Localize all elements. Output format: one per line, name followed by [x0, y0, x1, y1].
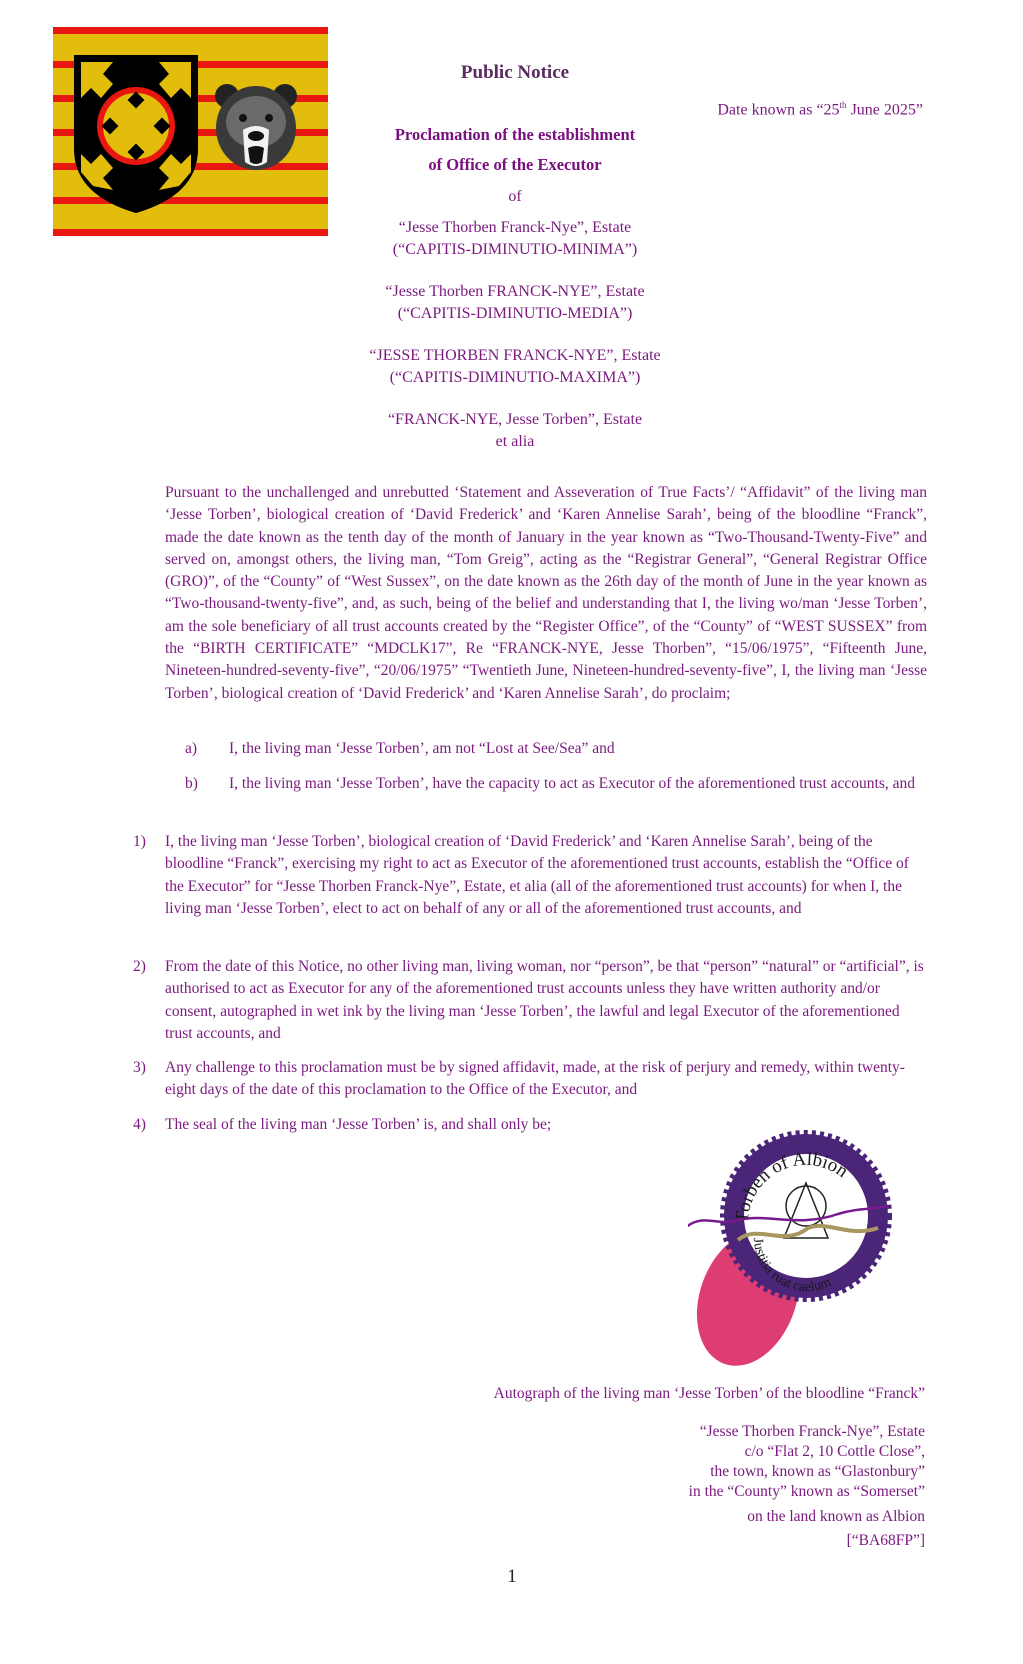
numbered-item-text: Any challenge to this proclamation must be by signed affidavit, made, at the risk of perjury and remedy, within twenty-eight days of the date of this proclamation to the Office of the Executor, and — [165, 1059, 905, 1099]
estate-block — [340, 345, 690, 389]
estate-status: (“CAPITIS-DIMINUTIO-MAXIMA”) — [389, 369, 641, 386]
page-number: 1 — [507, 1566, 517, 1587]
svg-text:Torben of Albion: Torben of Albion — [731, 1148, 852, 1224]
sub-item-text: I, the living man ‘Jesse Torben’, have the capacity to act as Executor of the aforementioned trust accounts, and — [229, 775, 915, 792]
address-line: “Jesse Thorben Franck-Nye”, Estate — [699, 1423, 925, 1440]
numbered-item-label: 2) — [133, 958, 146, 975]
sub-item-label: a) — [185, 740, 198, 757]
numbered-item — [133, 1057, 927, 1102]
coat-of-arms-flag — [53, 27, 328, 236]
shield-icon — [73, 54, 199, 214]
numbered-item — [133, 956, 927, 1045]
numbered-item-text: The seal of the living man ‘Jesse Torben’ is, and shall only be; — [165, 1116, 552, 1133]
page-title: Public Notice — [460, 62, 570, 83]
estate-status: (“CAPITIS-DIMINUTIO-MINIMA”) — [392, 241, 638, 258]
date-ordinal: th — [839, 100, 847, 110]
sub-item — [185, 738, 925, 760]
estate-name: “JESSE THORBEN FRANCK-NYE”, Estate — [369, 347, 661, 364]
of-label: of — [508, 188, 522, 205]
estate-name: “Jesse Thorben Franck-Nye”, Estate — [398, 219, 632, 236]
notice-date — [717, 100, 923, 119]
land-line: on the land known as Albion — [747, 1508, 925, 1525]
estate-block — [340, 409, 690, 453]
address-line: in the “County” known as “Somerset” — [688, 1483, 925, 1500]
svg-text:Justitia ruat caelum: Justitia ruat caelum — [749, 1237, 834, 1296]
sub-item — [185, 773, 925, 795]
estate-name: “FRANCK-NYE, Jesse Torben”, Estate — [387, 411, 643, 428]
flag-stripe — [53, 27, 328, 34]
sub-item-text: I, the living man ‘Jesse Torben’, am not “Lost at See/Sea” and — [229, 740, 615, 757]
flag-stripe — [53, 229, 328, 236]
sub-item-label: b) — [185, 775, 198, 792]
proclamation-heading-line2: of Office of the Executor — [428, 155, 602, 174]
estate-name: “Jesse Thorben FRANCK-NYE”, Estate — [385, 283, 645, 300]
estate-block — [340, 217, 690, 261]
estate-block — [340, 281, 690, 325]
numbered-item-label: 3) — [133, 1059, 146, 1076]
date-suffix: June 2025” — [846, 101, 923, 119]
estate-status: et alia — [495, 433, 535, 450]
numbered-item-label: 1) — [133, 833, 146, 850]
numbered-item — [133, 831, 927, 920]
address-block — [689, 1422, 925, 1502]
numbered-item-text: I, the living man ‘Jesse Torben’, biological creation of ‘David Frederick’ and ‘Karen Annelise Sarah’, being of the bloodline “Franck”, exercising my right to act as Executor of the aforementioned trust accounts, establish the “Office of the Executor” for “Jesse Thorben Franck-Nye”, Estate, et alia (all of the aforementioned trust accounts) for when I, the living man ‘Jesse Torben’, elect to act on behalf of any or all of the aforementioned trust accounts, and — [165, 833, 909, 917]
seal-icon — [688, 1128, 903, 1373]
preamble-paragraph: Pursuant to the unchallenged and unrebutted ‘Statement and Asseveration of True Facts’/ “Affidavit” of the living man ‘Jesse Torben’, biological creation of ‘David Frederick’ and ‘Karen Annelise Sarah’, being of the bloodline “Franck”, made the date known as the tenth day of the month of January in the year known as “Two-Thousand-Twenty-Five” and served on, amongst others, the living man, “Tom Greig”, acting as the “Registrar General”, “General Registrar Office (GRO)”, of the “County” of “West Sussex”, on the date known as the 26th day of the month of June in the year known as “Two-thousand-twenty-five”, and, as such, being of the belief and understanding that I, the living wo/man ‘Jesse Torben’, am the sole beneficiary of all trust accounts created by the “Register Office”, of the “County” of “WEST SUSSEX” from the “BIRTH CERTIFICATE” “MDCLK17”, Re “FRANCK-NYE, Jesse Thorben”, “15/06/1975”, “Fifteenth June, Nineteen-hundred-seventy-five”, “20/06/1975” “Twentieth June, Nineteen-hundred-seventy-five”, I, the living man ‘Jesse Torben’, biological creation of ‘David Frederick’ and ‘Karen Annelise Sarah’, do proclaim; — [165, 484, 927, 702]
bear-head-icon — [213, 82, 299, 172]
numbered-item-text: From the date of this Notice, no other living man, living woman, nor “person”, be that “person” “natural” or “artificial”, is authorised to act as Executor for any of the aforementioned trust accounts unless they have written authority and/or consent, autographed in wet ink by the living man ‘Jesse Torben’, the lawful and legal Executor of the aforementioned trust accounts, and — [165, 958, 924, 1042]
address-line: c/o “Flat 2, 10 Cottle Close”, — [744, 1443, 925, 1460]
autograph-caption: Autograph of the living man ‘Jesse Torben’ of the bloodline “Franck” — [493, 1385, 925, 1402]
date-prefix: Date known as “25 — [717, 101, 840, 119]
address-line: the town, known as “Glastonbury” — [710, 1463, 925, 1480]
postcode: [“BA68FP”] — [846, 1532, 925, 1549]
numbered-item-label: 4) — [133, 1116, 146, 1133]
estate-status: (“CAPITIS-DIMINUTIO-MEDIA”) — [397, 305, 633, 322]
proclamation-heading-line1: Proclamation of the establishment — [394, 125, 636, 144]
